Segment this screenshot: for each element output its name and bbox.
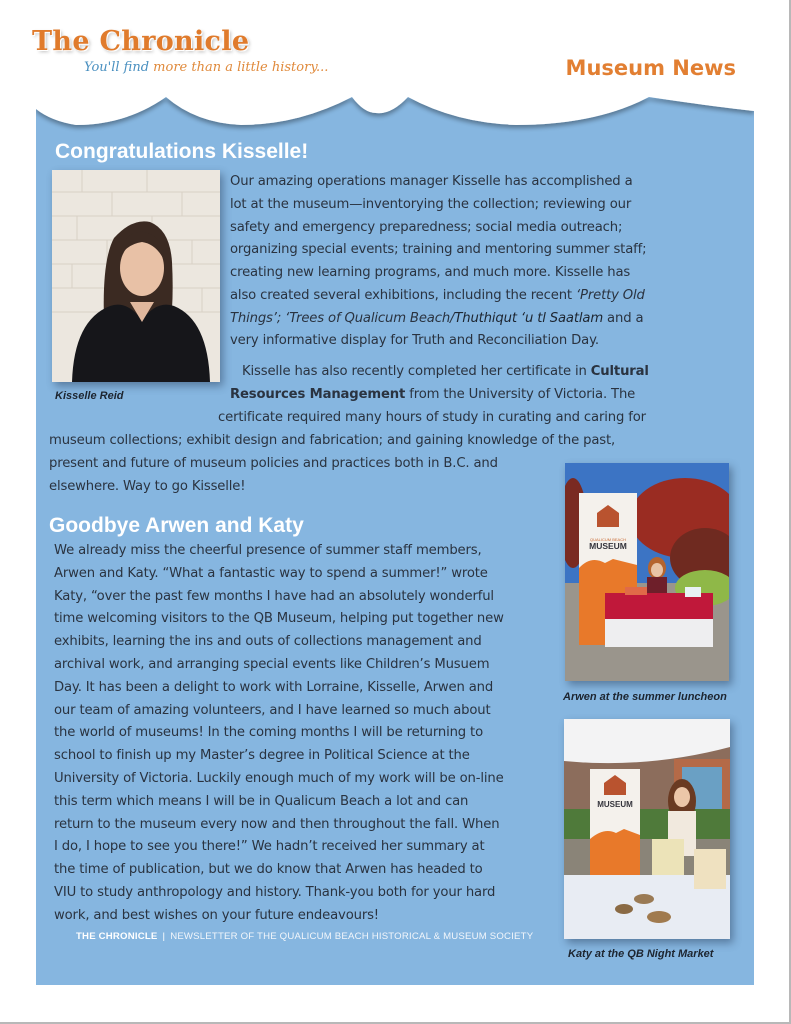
article1-line: organizing special events; training and mentoring summer staff; — [230, 242, 647, 257]
banner-museum-text: MUSEUM — [589, 541, 627, 551]
text-run: and a — [603, 311, 644, 326]
article1-line: Our amazing operations manager Kisselle has accomplished a — [230, 174, 633, 189]
article1-line: museum collections; exhibit design and fabrication; and gaining knowledge of the past, — [49, 433, 616, 448]
article2-line: time welcoming visitors to the QB Museum, helping put together new — [54, 611, 504, 626]
article2-line: our team of amazing volunteers, and I have learned so much about — [54, 703, 491, 718]
article1-line: creating new learning programs, and much more. Kisselle has — [230, 265, 631, 280]
tagline — [84, 60, 328, 75]
article2-line: school to finish up my Master’s degree in Political Science at the — [54, 748, 470, 763]
kisselle-photo — [52, 170, 220, 382]
text-run: also created several exhibitions, including the recent — [230, 288, 576, 303]
article2-line: the time of publication, but we do know that Arwen has headed to — [54, 862, 483, 877]
footer-brand: THE CHRONICLE — [76, 931, 158, 942]
article1-line: safety and emergency preparedness; social media outreach; — [230, 220, 623, 235]
article2-line: We already miss the cheerful presence of summer staff members, — [54, 543, 482, 558]
exhibition-title: ‘Pretty Old — [575, 288, 645, 303]
newsletter-footer — [76, 931, 533, 942]
article2-line: return to the museum every now and then throughout the fall. When — [54, 817, 500, 832]
article1-line: lot at the museum—inventorying the collection; reviewing our — [230, 197, 632, 212]
article1-line: very informative display for Truth and Reconciliation Day. — [230, 333, 599, 348]
tagline-part1: You'll find — [84, 60, 150, 75]
banner-museum-text-2: MUSEUM — [597, 800, 633, 809]
newsletter-title: The Chronicle — [32, 26, 250, 57]
article2-heading: Goodbye Arwen and Katy — [49, 514, 304, 537]
article2-line: I do, I hope to see you there!” We hadn’t received her summary at — [54, 839, 485, 854]
article2-line: the world of museums! In the coming months I will be returning to — [54, 725, 483, 740]
article2-line: University of Victoria. Luckily enough much of my work will be on-line — [54, 771, 504, 786]
kisselle-photo-caption: Kisselle Reid — [55, 390, 124, 402]
footer-text: NEWSLETTER OF THE QUALICUM BEACH HISTORICAL & MUSEUM SOCIETY — [170, 931, 534, 942]
article2-line: VIU to study anthropology and history. Thank-you both for your hard — [54, 885, 496, 900]
article1-line — [242, 363, 649, 381]
masthead-logo — [30, 26, 330, 86]
article1-line: certificate required many hours of study in curating and caring for — [218, 410, 646, 425]
katy-photo — [564, 719, 730, 939]
article1-line: present and future of museum policies and practices both in B.C. and — [49, 456, 498, 471]
portrait-image — [52, 170, 220, 382]
article2-line: Arwen and Katy. “What a fantastic way to spend a summer!” wrote — [54, 566, 488, 581]
certificate-name: Cultural — [590, 364, 649, 379]
article2-line: this term which means I will be in Qualicum Beach a lot and can — [54, 794, 469, 809]
night-market-image — [564, 719, 730, 939]
article2-line: work, and best wishes on your future endeavours! — [54, 908, 379, 923]
article2-line: Katy, “over the past few months I have had an absolutely wonderful — [54, 589, 494, 604]
article2-line: archival work, and arranging special events like Children’s Musuem — [54, 657, 490, 672]
katy-photo-caption: Katy at the QB Night Market — [568, 948, 714, 960]
luncheon-image — [565, 463, 729, 681]
exhibition-title: Things’; ‘Trees of Qualicum Beach/ — [230, 311, 455, 326]
exhibition-title-indigenous: Thuthiqut ‘u tl Saatlam — [454, 311, 604, 326]
tagline-part2: more than a little history... — [149, 60, 329, 75]
article1-line — [230, 386, 635, 404]
article1-line — [230, 310, 643, 328]
arwen-photo — [565, 463, 729, 681]
banner-small-text: QUALICUM BEACH — [589, 537, 627, 542]
article1-heading: Congratulations Kisselle! — [55, 140, 309, 163]
footer-separator: | — [162, 931, 166, 942]
arwen-photo-caption: Arwen at the summer luncheon — [563, 691, 727, 703]
section-title: Museum News — [565, 56, 736, 80]
text-run: from the University of Victoria. The — [405, 387, 636, 402]
article2-line: exhibits, learning the ins and outs of collections management and — [54, 634, 482, 649]
certificate-name: Resources Management — [230, 387, 406, 402]
article2-line: Day. It has been a delight to work with Lorraine, Kisselle, Arwen and — [54, 680, 494, 695]
text-run: Kisselle has also recently completed her certificate in — [242, 364, 591, 379]
article1-line: elsewhere. Way to go Kisselle! — [49, 479, 246, 494]
article1-line — [230, 287, 645, 305]
